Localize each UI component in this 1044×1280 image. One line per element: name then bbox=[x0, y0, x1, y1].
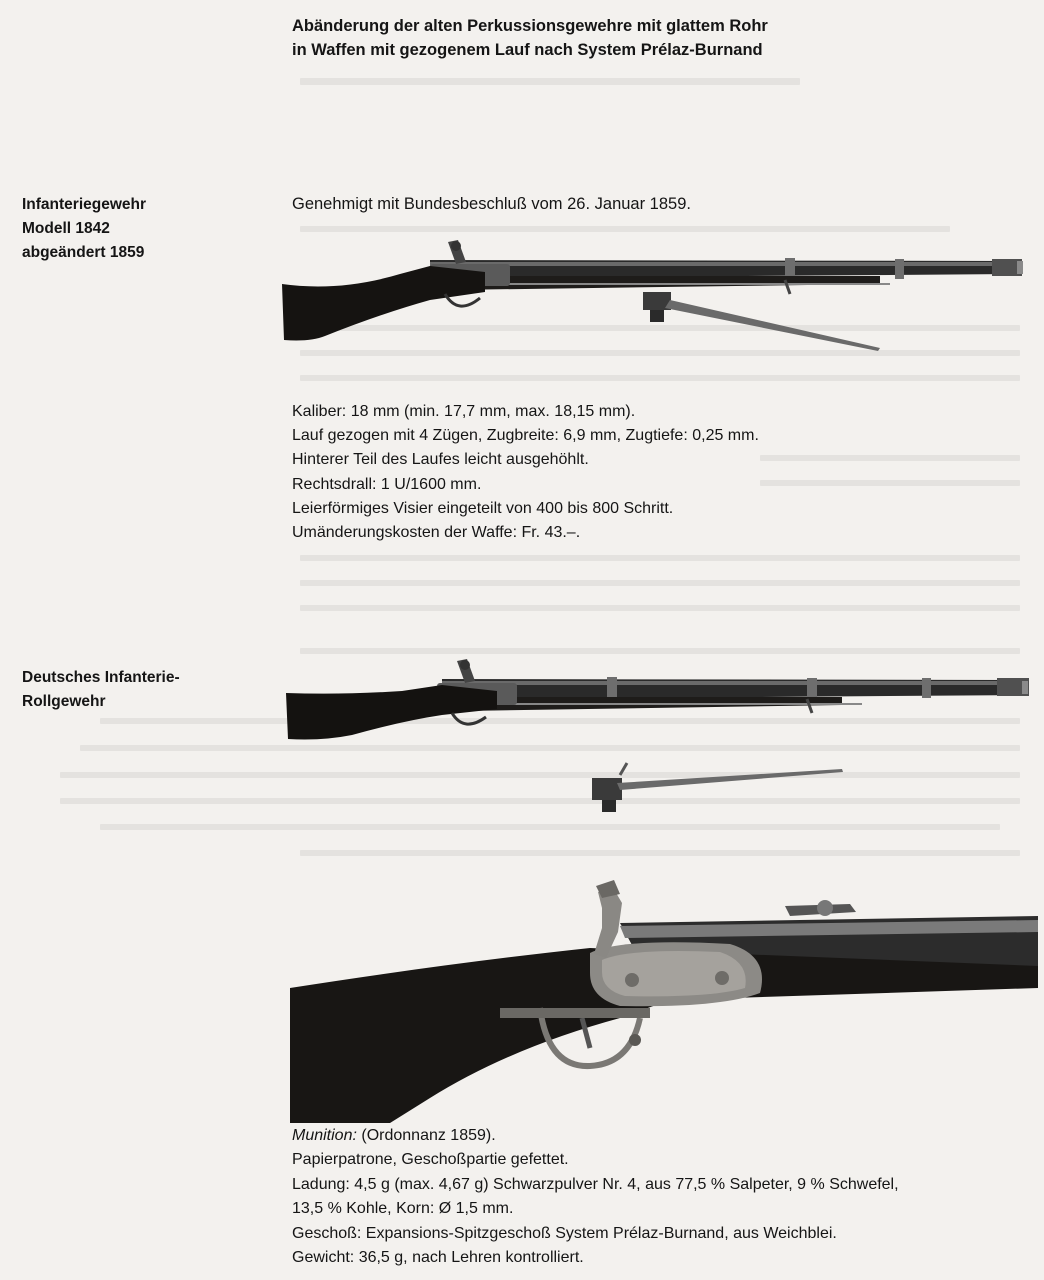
rifle-1842-label bbox=[22, 193, 146, 265]
spec-line: Umänderungskosten der Waffe: Fr. 43.–. bbox=[292, 524, 581, 542]
spec-line: Lauf gezogen mit 4 Zügen, Zugbreite: 6,9 mm, Zugtiefe: 0,25 mm. bbox=[292, 427, 759, 445]
rifle-1842-label-line: abgeändert 1859 bbox=[22, 244, 145, 261]
spec-line: Rechtsdrall: 1 U/1600 mm. bbox=[292, 475, 482, 493]
ammunition-label: Munition: bbox=[292, 1127, 357, 1144]
lock-closeup-photograph bbox=[290, 868, 1038, 1123]
ammunition-details bbox=[292, 1124, 899, 1270]
ammunition-line: 13,5 % Kohle, Korn: Ø 1,5 mm. bbox=[292, 1200, 514, 1218]
roll-rifle-label-line: Deutsches Infanterie- bbox=[22, 669, 180, 686]
roll-rifle-label bbox=[22, 666, 180, 714]
ammunition-heading-line bbox=[292, 1124, 899, 1148]
roll-rifle-label-line: Rollgewehr bbox=[22, 693, 106, 710]
ammunition-line: Ladung: 4,5 g (max. 4,67 g) Schwarzpulver Nr. 4, aus 77,5 % Salpeter, 9 % Schwefel, bbox=[292, 1175, 899, 1193]
approval-note: Genehmigt mit Bundesbeschluß vom 26. Januar 1859. bbox=[292, 195, 691, 213]
spec-line: Kaliber: 18 mm (min. 17,7 mm, max. 18,15 mm). bbox=[292, 403, 636, 420]
rifle-1842-label-line: Modell 1842 bbox=[22, 220, 110, 237]
rifle-1842-label-line: Infanteriegewehr bbox=[22, 196, 147, 213]
spec-line: Leierförmiges Visier eingeteilt von 400 bis 800 Schritt. bbox=[292, 499, 674, 517]
page-title-line-2: in Waffen mit gezogenem Lauf nach System Prélaz-Burnand bbox=[292, 41, 763, 59]
page-title-line-1: Abänderung der alten Perkussionsgewehre mit glattem Rohr bbox=[292, 17, 768, 35]
ammunition-line: Gewicht: 36,5 g, nach Lehren kontrolliert. bbox=[292, 1249, 584, 1267]
ammunition-ordonnance: (Ordonnanz 1859). bbox=[356, 1127, 496, 1144]
ammunition-line: Geschoß: Expansions-Spitzgeschoß System Prélaz-Burnand, aus Weichblei. bbox=[292, 1224, 837, 1242]
rifle-1842-illustration bbox=[280, 232, 1025, 357]
rifle-1842-specifications bbox=[292, 400, 759, 545]
spec-line: Hinterer Teil des Laufes leicht ausgehöhlt. bbox=[292, 451, 589, 469]
ammunition-line: Papierpatrone, Geschoßpartie gefettet. bbox=[292, 1151, 569, 1169]
roll-rifle-illustration bbox=[282, 655, 1032, 820]
page-title bbox=[292, 14, 992, 62]
